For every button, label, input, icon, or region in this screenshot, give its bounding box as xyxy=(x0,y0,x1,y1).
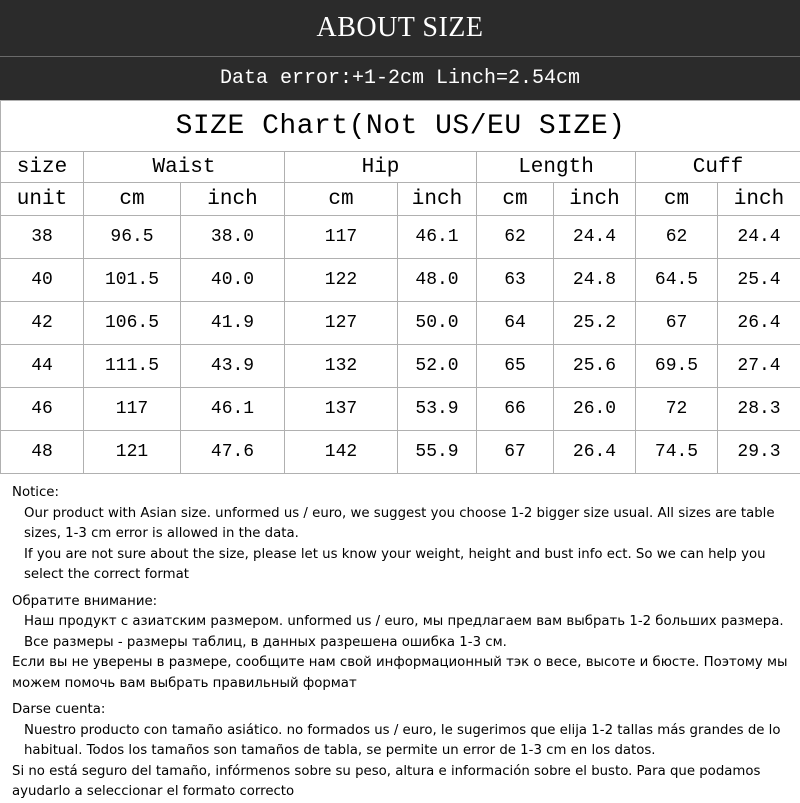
measurement-cell: 25.4 xyxy=(718,259,800,302)
data-error-note: Data error:+1-2cm Linch=2.54cm xyxy=(0,57,800,100)
waist-group-header: Waist xyxy=(84,152,285,183)
size-cell: 46 xyxy=(1,388,84,431)
unit-column-header: unit xyxy=(1,183,84,216)
measurement-cell: 46.1 xyxy=(181,388,285,431)
size-row xyxy=(1,216,800,259)
size-row xyxy=(1,302,800,345)
measurement-cell: 47.6 xyxy=(181,431,285,474)
unit-header-cell: cm xyxy=(636,183,718,216)
measurement-cell: 142 xyxy=(285,431,398,474)
measurement-cell: 122 xyxy=(285,259,398,302)
measurement-cell: 74.5 xyxy=(636,431,718,474)
measurement-cell: 72 xyxy=(636,388,718,431)
measurement-cell: 24.4 xyxy=(554,216,636,259)
notice-en-line2: If you are not sure about the size, please let us know your weight, height and bust info ect. So we can help you select the correct format xyxy=(12,545,792,586)
measurement-cell: 25.6 xyxy=(554,345,636,388)
measurement-cell: 106.5 xyxy=(84,302,181,345)
measurement-cell: 117 xyxy=(285,216,398,259)
notice-ru-heading: Обратите внимание: xyxy=(12,592,792,613)
measurement-cell: 26.4 xyxy=(554,431,636,474)
size-chart-title: SIZE Chart(Not US/EU SIZE) xyxy=(1,101,800,152)
measurement-cell: 29.3 xyxy=(718,431,800,474)
measurement-cell: 52.0 xyxy=(398,345,477,388)
measurement-cell: 65 xyxy=(477,345,554,388)
size-cell: 40 xyxy=(1,259,84,302)
measurement-cell: 111.5 xyxy=(84,345,181,388)
notice-es-line1: Nuestro producto con tamaño asiático. no formados us / euro, le sugerimos que elija 1-2 tallas más grandes de lo habitual. Todos los tamaños son tamaños de tabla, se permite un error de 1-3 cm en los datos. xyxy=(12,721,792,762)
measurement-cell: 137 xyxy=(285,388,398,431)
unit-header-cell: cm xyxy=(285,183,398,216)
size-chart-table xyxy=(0,100,800,474)
measurement-cell: 101.5 xyxy=(84,259,181,302)
cuff-group-header: Cuff xyxy=(636,152,800,183)
measurement-cell: 25.2 xyxy=(554,302,636,345)
measurement-cell: 63 xyxy=(477,259,554,302)
size-cell: 48 xyxy=(1,431,84,474)
unit-header-cell: cm xyxy=(477,183,554,216)
notice-en-heading: Notice: xyxy=(12,483,792,504)
measurement-cell: 121 xyxy=(84,431,181,474)
size-cell: 38 xyxy=(1,216,84,259)
size-column-header: size xyxy=(1,152,84,183)
unit-header-cell: inch xyxy=(181,183,285,216)
measurement-cell: 117 xyxy=(84,388,181,431)
unit-header-cell: inch xyxy=(398,183,477,216)
measurement-cell: 38.0 xyxy=(181,216,285,259)
measurement-cell: 50.0 xyxy=(398,302,477,345)
size-row xyxy=(1,345,800,388)
measurement-cell: 96.5 xyxy=(84,216,181,259)
unit-header-cell: inch xyxy=(718,183,800,216)
notice-ru-line1: Наш продукт с азиатским размером. unformed us / euro, мы предлагаем вам выбрать 1-2 больших размера. Все размеры - размеры таблиц, в данных разрешена ошибка 1-3 см. xyxy=(12,612,792,653)
measurement-cell: 41.9 xyxy=(181,302,285,345)
measurement-cell: 66 xyxy=(477,388,554,431)
measurement-cell: 69.5 xyxy=(636,345,718,388)
notice-section xyxy=(12,483,792,803)
measurement-cell: 27.4 xyxy=(718,345,800,388)
length-group-header: Length xyxy=(477,152,636,183)
notice-es-heading: Darse cuenta: xyxy=(12,700,792,721)
measurement-cell: 67 xyxy=(636,302,718,345)
notice-ru-line2: Если вы не уверены в размере, сообщите нам свой информационный тэк о весе, высоте и бюсте. Поэтому мы можем помочь вам выбрать правильный формат xyxy=(12,653,792,694)
unit-header-cell: inch xyxy=(554,183,636,216)
measurement-cell: 24.8 xyxy=(554,259,636,302)
size-row xyxy=(1,388,800,431)
notice-en-line1: Our product with Asian size. unformed us / euro, we suggest you choose 1-2 bigger size usual. All sizes are table sizes, 1-3 cm error is allowed in the data. xyxy=(12,504,792,545)
measurement-cell: 26.0 xyxy=(554,388,636,431)
measurement-cell: 40.0 xyxy=(181,259,285,302)
hip-group-header: Hip xyxy=(285,152,477,183)
measurement-cell: 46.1 xyxy=(398,216,477,259)
measurement-cell: 127 xyxy=(285,302,398,345)
measurement-cell: 55.9 xyxy=(398,431,477,474)
unit-header-cell: cm xyxy=(84,183,181,216)
measurement-cell: 62 xyxy=(636,216,718,259)
size-cell: 44 xyxy=(1,345,84,388)
measurement-cell: 48.0 xyxy=(398,259,477,302)
measurement-cell: 132 xyxy=(285,345,398,388)
measurement-cell: 43.9 xyxy=(181,345,285,388)
size-row xyxy=(1,431,800,474)
measurement-cell: 26.4 xyxy=(718,302,800,345)
size-cell: 42 xyxy=(1,302,84,345)
measurement-cell: 64.5 xyxy=(636,259,718,302)
measurement-cell: 67 xyxy=(477,431,554,474)
notice-es-line2: Si no está seguro del tamaño, infórmenos sobre su peso, altura e información sobre el busto. Para que podamos ayudarlo a seleccionar el formato correcto xyxy=(12,762,792,803)
size-row xyxy=(1,259,800,302)
measurement-cell: 64 xyxy=(477,302,554,345)
measurement-cell: 53.9 xyxy=(398,388,477,431)
about-size-title: ABOUT SIZE xyxy=(0,0,800,56)
measurement-cell: 62 xyxy=(477,216,554,259)
measurement-cell: 24.4 xyxy=(718,216,800,259)
measurement-cell: 28.3 xyxy=(718,388,800,431)
